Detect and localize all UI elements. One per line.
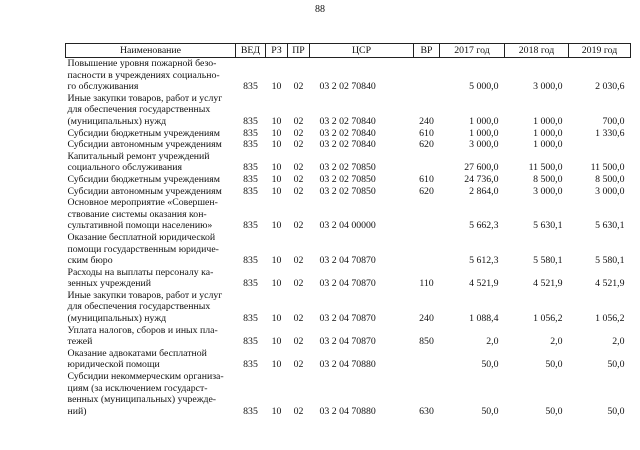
cell-vr: 110 — [419, 278, 434, 290]
cell-2017: 50,0 — [481, 359, 499, 371]
cell-csr: 03 2 02 70840 — [319, 81, 376, 93]
cell-2019: 50,0 — [607, 359, 625, 371]
cell-ved: 835 — [243, 278, 258, 290]
cell-2019: 1 056,2 — [595, 313, 625, 325]
cell-2018: 1 000,0 — [533, 115, 563, 127]
cell-vr: 850 — [419, 336, 434, 348]
cell-2019 — [569, 139, 631, 151]
cell-ved: 835 — [243, 313, 258, 325]
cell-2019: 11 500,0 — [590, 162, 625, 174]
col-header-csr: ЦСР — [310, 44, 414, 58]
cell-rz: 10 — [271, 173, 282, 185]
cell-rz: 10 — [271, 313, 282, 325]
cell-2017: 5 662,3 — [469, 220, 499, 232]
cell-name: Иные закупки товаров, работ и услуг для обеспечения государственных (муниципальных) нужд — [67, 92, 223, 127]
cell-rz: 10 — [271, 185, 282, 197]
cell-csr: 03 2 04 00000 — [319, 220, 376, 232]
cell-csr: 03 2 04 70870 — [319, 278, 376, 290]
cell-pr: 02 — [293, 173, 304, 185]
cell-2017: 27 600,0 — [464, 162, 499, 174]
cell-ved: 835 — [243, 255, 258, 267]
cell-2017: 2,0 — [486, 336, 499, 348]
cell-2019: 700,0 — [602, 115, 625, 127]
cell-vr: 610 — [419, 127, 434, 139]
cell-ved: 835 — [243, 220, 258, 232]
table-row — [66, 232, 631, 267]
table-row — [66, 371, 631, 417]
cell-2019: 8 500,0 — [595, 173, 625, 185]
cell-csr: 03 2 04 70870 — [319, 336, 376, 348]
cell-pr: 02 — [293, 81, 304, 93]
cell-rz: 10 — [271, 278, 282, 290]
cell-2019: 1 330,6 — [595, 127, 625, 139]
table-row — [66, 348, 631, 371]
cell-2017: 2 864,0 — [469, 185, 499, 197]
table-body — [66, 58, 631, 418]
cell-ved: 835 — [243, 139, 258, 151]
cell-pr: 02 — [293, 313, 304, 325]
cell-2018: 50,0 — [545, 359, 563, 371]
cell-name: Субсидии бюджетным учреждениям — [67, 127, 220, 139]
cell-rz: 10 — [271, 115, 282, 127]
cell-pr: 02 — [293, 359, 304, 371]
cell-vr: 240 — [419, 313, 434, 325]
cell-2017: 1 088,4 — [469, 313, 499, 325]
cell-pr: 02 — [293, 127, 304, 139]
cell-name: Субсидии некоммерческим организа- циям (за исключением государст- венных (муниципальных) учрежде- ний) — [67, 371, 224, 417]
page-number: 88 — [315, 4, 325, 15]
cell-pr: 02 — [293, 255, 304, 267]
cell-rz: 10 — [271, 405, 282, 417]
cell-2019: 3 000,0 — [595, 185, 625, 197]
cell-csr: 03 2 02 70850 — [319, 185, 376, 197]
cell-name: Оказание бесплатной юридической помощи государственным юридиче- ским бюро — [67, 231, 219, 267]
cell-vr: 610 — [419, 173, 434, 185]
cell-pr: 02 — [293, 139, 304, 151]
cell-rz: 10 — [271, 359, 282, 371]
cell-name: Повышение уровня пожарной безо- пасности в учреждениях социально- го обслуживания — [67, 58, 220, 93]
cell-name: Уплата налогов, сборов и иных пла- тежей — [67, 324, 218, 348]
cell-vr: 630 — [419, 405, 434, 417]
cell-rz: 10 — [271, 336, 282, 348]
cell-name: Оказание адвокатами бесплатной юридической помощи — [67, 347, 207, 371]
col-header-2017: 2017 год — [440, 44, 505, 58]
cell-2018: 50,0 — [545, 405, 563, 417]
cell-pr: 02 — [293, 220, 304, 232]
cell-name: Расходы на выплаты персоналу ка- зенных учреждений — [67, 266, 214, 290]
col-header-2019: 2019 год — [569, 44, 631, 58]
cell-2019: 4 521,9 — [595, 278, 625, 290]
cell-2017: 5 612,3 — [469, 255, 499, 267]
table-header — [66, 44, 631, 58]
cell-pr: 02 — [293, 278, 304, 290]
cell-vr: 620 — [419, 185, 434, 197]
table-row — [66, 151, 631, 174]
table-row — [66, 58, 631, 93]
cell-2018: 1 056,2 — [533, 313, 563, 325]
table-row — [66, 325, 631, 348]
cell-pr: 02 — [293, 185, 304, 197]
table-row — [66, 267, 631, 290]
cell-csr: 03 2 02 70840 — [319, 139, 376, 151]
col-header-vr: ВР — [414, 44, 440, 58]
cell-ved: 835 — [243, 185, 258, 197]
cell-pr: 02 — [293, 162, 304, 174]
cell-2019: 5 630,1 — [595, 220, 625, 232]
cell-name: Субсидии бюджетным учреждениям — [67, 173, 220, 185]
cell-2018: 5 580,1 — [533, 255, 563, 267]
cell-vr — [414, 197, 440, 232]
table-row — [66, 128, 631, 140]
cell-rz: 10 — [271, 255, 282, 267]
cell-2018: 8 500,0 — [533, 173, 563, 185]
cell-2017: 5 000,0 — [469, 81, 499, 93]
table-row — [66, 290, 631, 325]
cell-vr: 240 — [419, 115, 434, 127]
cell-pr: 02 — [293, 115, 304, 127]
col-header-name: Наименование — [66, 44, 236, 58]
cell-ved: 835 — [243, 359, 258, 371]
table-row — [66, 139, 631, 151]
cell-rz: 10 — [271, 81, 282, 93]
cell-pr: 02 — [293, 336, 304, 348]
cell-ved: 835 — [243, 81, 258, 93]
col-header-ved: ВЕД — [236, 44, 266, 58]
col-header-2018: 2018 год — [505, 44, 569, 58]
cell-rz: 10 — [271, 139, 282, 151]
cell-2018: 4 521,9 — [533, 278, 563, 290]
cell-rz: 10 — [271, 127, 282, 139]
cell-vr — [414, 151, 440, 174]
cell-name: Основное мероприятие «Совершен- ствование системы оказания кон- сультативной помощи населению» — [67, 197, 218, 232]
cell-2019: 50,0 — [607, 405, 625, 417]
cell-ved: 835 — [243, 405, 258, 417]
cell-2019: 5 580,1 — [595, 255, 625, 267]
col-header-pr: ПР — [288, 44, 310, 58]
cell-2017: 1 000,0 — [469, 115, 499, 127]
cell-2018: 3 000,0 — [533, 185, 563, 197]
cell-pr: 02 — [293, 405, 304, 417]
cell-rz: 10 — [271, 162, 282, 174]
cell-2017: 4 521,9 — [469, 278, 499, 290]
table-row — [66, 93, 631, 128]
cell-2017: 24 736,0 — [464, 173, 499, 185]
cell-ved: 835 — [243, 336, 258, 348]
cell-2018: 2,0 — [550, 336, 563, 348]
cell-2018: 1 000,0 — [533, 127, 563, 139]
budget-table — [65, 43, 631, 417]
cell-ved: 835 — [243, 127, 258, 139]
cell-rz: 10 — [271, 220, 282, 232]
cell-ved: 835 — [243, 173, 258, 185]
header-row — [66, 44, 631, 58]
cell-2018: 5 630,1 — [533, 220, 563, 232]
cell-csr: 03 2 02 70840 — [319, 127, 376, 139]
cell-csr: 03 2 02 70850 — [319, 173, 376, 185]
cell-name: Субсидии автономным учреждениям — [67, 139, 222, 151]
cell-ved: 835 — [243, 115, 258, 127]
table-row — [66, 174, 631, 186]
table-row — [66, 186, 631, 198]
cell-vr — [414, 232, 440, 267]
cell-name: Капитальный ремонт учреждений социального обслуживания — [67, 150, 210, 174]
col-header-rz: РЗ — [266, 44, 288, 58]
cell-2018: 11 500,0 — [528, 162, 563, 174]
table-row — [66, 197, 631, 232]
cell-2017: 1 000,0 — [469, 127, 499, 139]
cell-csr: 03 2 02 70850 — [319, 162, 376, 174]
cell-2017: 3 000,0 — [469, 139, 499, 151]
cell-2019: 2 030,6 — [595, 81, 625, 93]
cell-2019: 2,0 — [612, 336, 625, 348]
cell-ved: 835 — [243, 162, 258, 174]
cell-csr: 03 2 02 70840 — [319, 115, 376, 127]
cell-vr — [414, 348, 440, 371]
cell-csr: 03 2 04 70870 — [319, 313, 376, 325]
cell-2018: 3 000,0 — [533, 81, 563, 93]
cell-name: Иные закупки товаров, работ и услуг для обеспечения государственных (муниципальных) нужд — [67, 289, 223, 325]
cell-csr: 03 2 04 70880 — [319, 405, 376, 417]
cell-vr: 620 — [419, 139, 434, 151]
cell-2018: 1 000,0 — [533, 139, 563, 151]
cell-csr: 03 2 04 70870 — [319, 255, 376, 267]
cell-2017: 50,0 — [481, 405, 499, 417]
cell-csr: 03 2 04 70880 — [319, 359, 376, 371]
cell-name: Субсидии автономным учреждениям — [67, 185, 222, 197]
cell-vr — [414, 58, 440, 93]
